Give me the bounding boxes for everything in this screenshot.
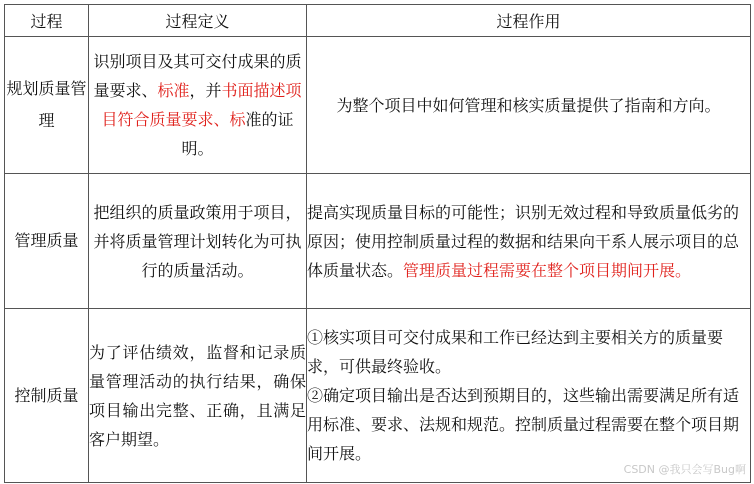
table-row [5,309,751,483]
role-paragraph: ①核实项目可交付成果和工作已经达到主要相关方的质量要求，可供最终验收。 [307,328,724,376]
role-paragraph: ②确定项目输出是否达到预期目的，这些输出需要满足所有适用标准、要求、法规和规范。控制质量过程需要在整个项目期间开展。 [307,386,740,463]
text-run: ，并 [189,81,222,100]
text-run: 把组织的质量政策用于项目，并将质量管理计划转化为可执行的质量活动。 [93,202,302,280]
process-name: 控制质量 [5,309,89,483]
header-definition: 过程定义 [89,5,307,37]
process-name: 管理质量 [5,174,89,309]
process-role [307,37,751,174]
watermark: CSDN @我只会写Bug啊 [623,463,746,476]
process-role [307,174,751,309]
process-role [307,309,751,483]
highlighted-text: 书面描述项目符合质量要求、标 [101,81,302,129]
process-name: 规划质量管理 [5,37,89,174]
table-header-row [5,5,751,37]
highlighted-text: 管理质量过程需要在整个项目期间开展。 [403,260,692,280]
text-run: 提高实现质量目标的可能性；识别无效过程和导致质量低劣的原因；使用控制质量过程的数据和结果向干系人展示项目的总体质量状态。 [307,202,740,280]
highlighted-text: 标准 [157,81,190,100]
table-row [5,37,751,174]
header-process: 过程 [5,5,89,37]
header-role: 过程作用 [307,5,751,37]
process-definition [89,309,307,483]
text-run: 为整个项目中如何管理和核实质量提供了指南和方向。 [336,95,721,115]
process-definition [89,37,307,174]
text-run: 识别项目及其可交付成果的质量要求、 [93,52,302,100]
process-definition [89,174,307,309]
table-row [5,174,751,309]
process-table [4,4,751,483]
text-run: 准的证明。 [181,110,294,158]
text-run: 为了评估绩效，监督和记录质量管理活动的执行结果，确保项目输出完整、正确，且满足客户期望。 [89,342,306,449]
